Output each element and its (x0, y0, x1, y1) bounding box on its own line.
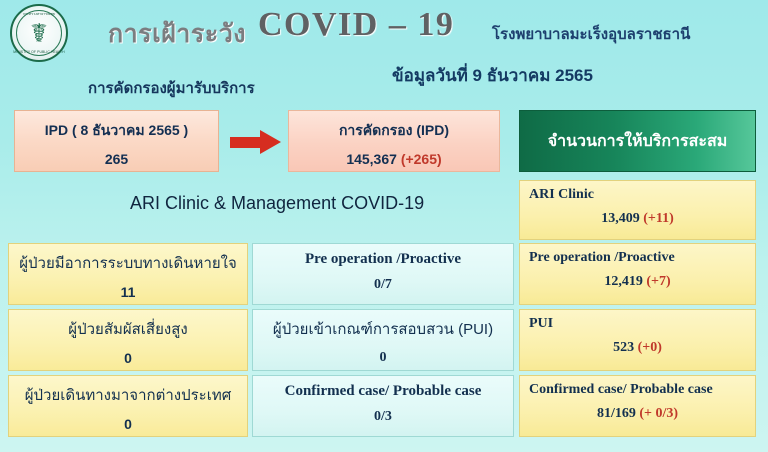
screening-ipd-value (289, 151, 499, 167)
daily-label-confirmed-case: Confirmed case/ Probable case (284, 383, 482, 399)
cumulative-services-header (519, 110, 756, 172)
ipd-value: 265 (104, 151, 129, 167)
daily-label-respiratory-symptoms: ผู้ป่วยมีอาการระบบทางเดินหายใจ (19, 255, 237, 272)
daily-label-high-risk-contact: ผู้ป่วยสัมผัสเสี่ยงสูง (68, 321, 188, 338)
daily-value-confirmed-case: 0/3 (374, 409, 392, 424)
cumulative-card-ari-clinic (519, 180, 756, 240)
daily-card-preoperation (252, 243, 514, 305)
cumulative-card-confirmed-case (519, 375, 756, 437)
daily-card-high-risk-contact (8, 309, 248, 371)
cumulative-services-label: จำนวนการให้บริการสะสม (547, 132, 728, 150)
cumulative-value-pui (529, 340, 746, 356)
daily-card-confirmed-case (252, 375, 514, 437)
daily-value-respiratory-symptoms: 11 (120, 284, 136, 300)
daily-value-pui: 0 (379, 350, 387, 365)
right-arrow-icon (230, 130, 282, 154)
ari-clinic-section-title: ARI Clinic & Management COVID-19 (130, 193, 425, 213)
daily-value-preoperation: 0/7 (374, 277, 392, 292)
daily-value-high-risk-contact: 0 (124, 350, 132, 366)
logo-top-text: กระทรวงสาธารณสุข (22, 12, 56, 16)
daily-label-preoperation: Pre operation /Proactive (304, 251, 462, 267)
cumulative-number-ari-clinic: 13,409 (601, 211, 640, 226)
screening-ipd-box (288, 110, 500, 172)
screening-ipd-label: การคัดกรอง (IPD) (338, 122, 450, 138)
cumulative-value-ari-clinic (529, 211, 746, 227)
caduceus-icon: ☤ (30, 18, 48, 48)
hospital-name: โรงพยาบาลมะเร็งอุบลราชธานี (492, 26, 691, 43)
ipd-label: IPD ( 8 ธันวาคม 2565 ) (44, 122, 189, 138)
daily-value-from-abroad: 0 (124, 416, 132, 432)
cumulative-value-preoperation (529, 274, 746, 290)
cumulative-label-confirmed-case: Confirmed case/ Probable case (529, 382, 713, 397)
daily-card-from-abroad (8, 375, 248, 437)
page-title-thai: การเฝ้าระวัง (108, 20, 246, 48)
ministry-of-public-health-logo (10, 4, 68, 62)
screening-ipd-number: 145,367 (346, 151, 397, 167)
logo-bottom-text: MINISTRY OF PUBLIC HEALTH (13, 50, 65, 54)
cumulative-label-preoperation: Pre operation /Proactive (529, 250, 675, 265)
cumulative-card-preoperation (519, 243, 756, 305)
screening-ipd-delta: (+265) (400, 151, 442, 167)
cumulative-card-pui (519, 309, 756, 371)
cumulative-label-ari-clinic: ARI Clinic (529, 187, 594, 202)
cumulative-delta-pui: (+0) (637, 340, 662, 355)
cumulative-number-pui: 523 (613, 340, 635, 355)
daily-card-pui (252, 309, 514, 371)
cumulative-value-confirmed-case (529, 406, 746, 422)
daily-label-pui: ผู้ป่วยเข้าเกณฑ์การสอบสวน (PUI) (272, 321, 494, 338)
daily-label-from-abroad: ผู้ป่วยเดินทางมาจากต่างประเทศ (24, 387, 232, 404)
page-header (0, 0, 768, 62)
cumulative-delta-ari-clinic: (+11) (643, 211, 674, 226)
page-title-covid: COVID – 19 (258, 6, 455, 43)
cumulative-delta-preoperation: (+7) (646, 274, 671, 289)
ipd-box (14, 110, 219, 172)
cumulative-number-preoperation: 12,419 (604, 274, 643, 289)
cumulative-label-pui: PUI (529, 316, 554, 331)
cumulative-delta-confirmed-case: (+ 0/3) (639, 406, 679, 421)
data-date: ข้อมูลวันที่ 9 ธันวาคม 2565 (392, 66, 593, 85)
screening-section-label: การคัดกรองผู้มารับบริการ (88, 80, 255, 97)
daily-card-respiratory-symptoms (8, 243, 248, 305)
cumulative-number-confirmed-case: 81/169 (596, 406, 636, 421)
